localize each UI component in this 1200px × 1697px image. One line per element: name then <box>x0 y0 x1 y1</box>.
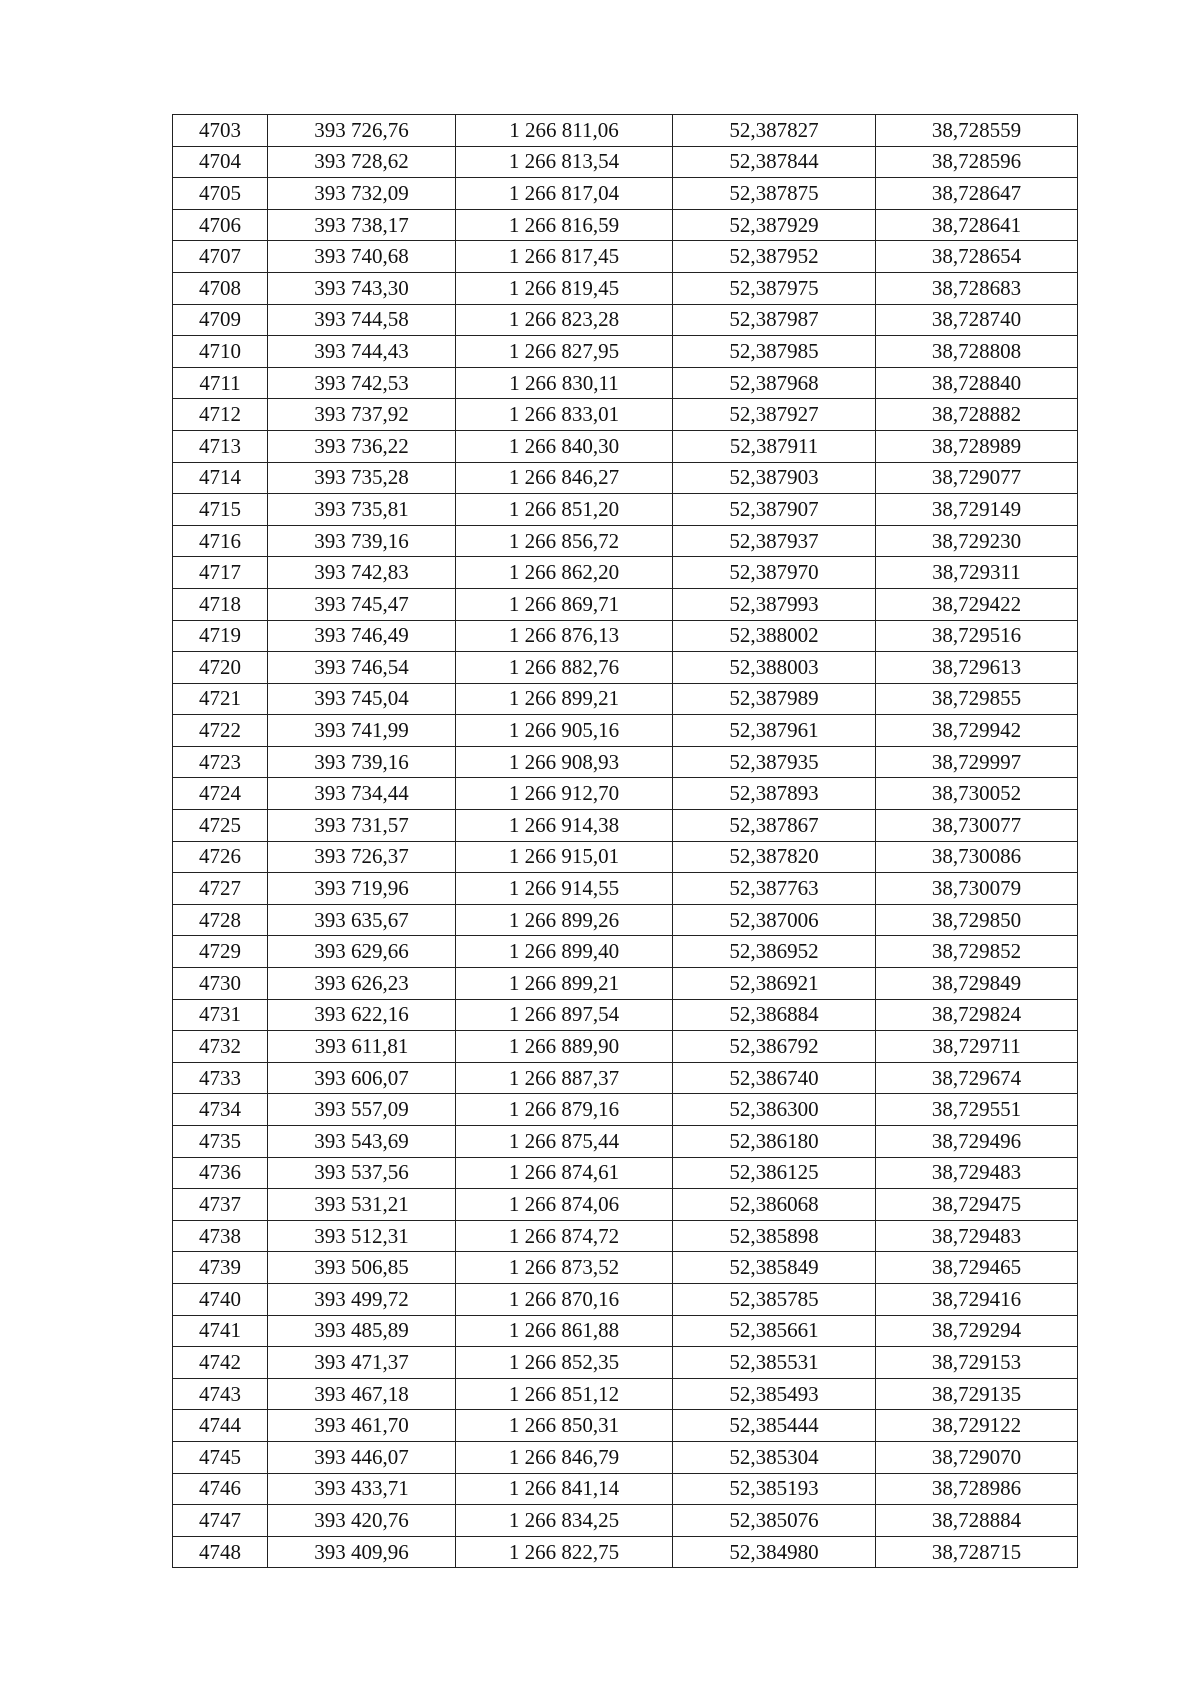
x-coordinate-cell: 393 737,92 <box>268 399 456 431</box>
x-coordinate-cell: 393 409,96 <box>268 1536 456 1568</box>
latitude-cell: 52,386125 <box>673 1157 876 1189</box>
point-number-cell: 4743 <box>173 1378 268 1410</box>
y-coordinate-cell: 1 266 852,35 <box>456 1347 673 1379</box>
x-coordinate-cell: 393 735,81 <box>268 494 456 526</box>
y-coordinate-cell: 1 266 899,26 <box>456 904 673 936</box>
longitude-cell: 38,729850 <box>876 904 1078 936</box>
longitude-cell: 38,728840 <box>876 367 1078 399</box>
longitude-cell: 38,728715 <box>876 1536 1078 1568</box>
y-coordinate-cell: 1 266 914,55 <box>456 873 673 905</box>
table-row <box>173 115 1078 147</box>
table-row <box>173 1473 1078 1505</box>
latitude-cell: 52,385898 <box>673 1220 876 1252</box>
point-number-cell: 4727 <box>173 873 268 905</box>
latitude-cell: 52,387844 <box>673 146 876 178</box>
latitude-cell: 52,386884 <box>673 999 876 1031</box>
y-coordinate-cell: 1 266 899,21 <box>456 683 673 715</box>
longitude-cell: 38,729674 <box>876 1062 1078 1094</box>
latitude-cell: 52,387867 <box>673 810 876 842</box>
x-coordinate-cell: 393 611,81 <box>268 1031 456 1063</box>
x-coordinate-cell: 393 467,18 <box>268 1378 456 1410</box>
x-coordinate-cell: 393 471,37 <box>268 1347 456 1379</box>
x-coordinate-cell: 393 557,09 <box>268 1094 456 1126</box>
table-row <box>173 367 1078 399</box>
table-row <box>173 462 1078 494</box>
latitude-cell: 52,387961 <box>673 715 876 747</box>
x-coordinate-cell: 393 735,28 <box>268 462 456 494</box>
y-coordinate-cell: 1 266 833,01 <box>456 399 673 431</box>
longitude-cell: 38,728986 <box>876 1473 1078 1505</box>
point-number-cell: 4740 <box>173 1283 268 1315</box>
longitude-cell: 38,729416 <box>876 1283 1078 1315</box>
x-coordinate-cell: 393 741,99 <box>268 715 456 747</box>
table-row <box>173 588 1078 620</box>
longitude-cell: 38,729294 <box>876 1315 1078 1347</box>
x-coordinate-cell: 393 744,58 <box>268 304 456 336</box>
x-coordinate-cell: 393 726,37 <box>268 841 456 873</box>
point-number-cell: 4714 <box>173 462 268 494</box>
point-number-cell: 4728 <box>173 904 268 936</box>
point-number-cell: 4713 <box>173 430 268 462</box>
y-coordinate-cell: 1 266 869,71 <box>456 588 673 620</box>
x-coordinate-cell: 393 433,71 <box>268 1473 456 1505</box>
point-number-cell: 4707 <box>173 241 268 273</box>
x-coordinate-cell: 393 732,09 <box>268 178 456 210</box>
latitude-cell: 52,385849 <box>673 1252 876 1284</box>
latitude-cell: 52,387968 <box>673 367 876 399</box>
point-number-cell: 4741 <box>173 1315 268 1347</box>
point-number-cell: 4712 <box>173 399 268 431</box>
y-coordinate-cell: 1 266 850,31 <box>456 1410 673 1442</box>
longitude-cell: 38,729824 <box>876 999 1078 1031</box>
longitude-cell: 38,730079 <box>876 873 1078 905</box>
x-coordinate-cell: 393 745,04 <box>268 683 456 715</box>
table-row <box>173 1189 1078 1221</box>
x-coordinate-cell: 393 622,16 <box>268 999 456 1031</box>
x-coordinate-cell: 393 485,89 <box>268 1315 456 1347</box>
y-coordinate-cell: 1 266 851,12 <box>456 1378 673 1410</box>
table-row <box>173 241 1078 273</box>
longitude-cell: 38,729849 <box>876 968 1078 1000</box>
point-number-cell: 4722 <box>173 715 268 747</box>
longitude-cell: 38,730052 <box>876 778 1078 810</box>
y-coordinate-cell: 1 266 817,45 <box>456 241 673 273</box>
table-row <box>173 1062 1078 1094</box>
longitude-cell: 38,729135 <box>876 1378 1078 1410</box>
latitude-cell: 52,385531 <box>673 1347 876 1379</box>
x-coordinate-cell: 393 728,62 <box>268 146 456 178</box>
y-coordinate-cell: 1 266 846,79 <box>456 1441 673 1473</box>
longitude-cell: 38,728882 <box>876 399 1078 431</box>
table-row <box>173 683 1078 715</box>
table-row <box>173 778 1078 810</box>
longitude-cell: 38,728989 <box>876 430 1078 462</box>
longitude-cell: 38,729149 <box>876 494 1078 526</box>
longitude-cell: 38,728654 <box>876 241 1078 273</box>
point-number-cell: 4709 <box>173 304 268 336</box>
y-coordinate-cell: 1 266 813,54 <box>456 146 673 178</box>
point-number-cell: 4704 <box>173 146 268 178</box>
x-coordinate-cell: 393 734,44 <box>268 778 456 810</box>
latitude-cell: 52,387975 <box>673 272 876 304</box>
x-coordinate-cell: 393 420,76 <box>268 1505 456 1537</box>
latitude-cell: 52,387927 <box>673 399 876 431</box>
y-coordinate-cell: 1 266 876,13 <box>456 620 673 652</box>
latitude-cell: 52,387893 <box>673 778 876 810</box>
y-coordinate-cell: 1 266 816,59 <box>456 209 673 241</box>
latitude-cell: 52,386068 <box>673 1189 876 1221</box>
point-number-cell: 4706 <box>173 209 268 241</box>
latitude-cell: 52,387970 <box>673 557 876 589</box>
latitude-cell: 52,386300 <box>673 1094 876 1126</box>
point-number-cell: 4711 <box>173 367 268 399</box>
point-number-cell: 4733 <box>173 1062 268 1094</box>
point-number-cell: 4745 <box>173 1441 268 1473</box>
y-coordinate-cell: 1 266 875,44 <box>456 1126 673 1158</box>
y-coordinate-cell: 1 266 908,93 <box>456 746 673 778</box>
table-row <box>173 399 1078 431</box>
point-number-cell: 4744 <box>173 1410 268 1442</box>
latitude-cell: 52,385193 <box>673 1473 876 1505</box>
longitude-cell: 38,729516 <box>876 620 1078 652</box>
y-coordinate-cell: 1 266 827,95 <box>456 336 673 368</box>
longitude-cell: 38,729153 <box>876 1347 1078 1379</box>
y-coordinate-cell: 1 266 882,76 <box>456 652 673 684</box>
x-coordinate-cell: 393 742,53 <box>268 367 456 399</box>
x-coordinate-cell: 393 531,21 <box>268 1189 456 1221</box>
coordinates-table-body <box>173 115 1078 1568</box>
y-coordinate-cell: 1 266 899,40 <box>456 936 673 968</box>
longitude-cell: 38,729070 <box>876 1441 1078 1473</box>
point-number-cell: 4717 <box>173 557 268 589</box>
latitude-cell: 52,387903 <box>673 462 876 494</box>
latitude-cell: 52,385076 <box>673 1505 876 1537</box>
y-coordinate-cell: 1 266 830,11 <box>456 367 673 399</box>
table-row <box>173 1378 1078 1410</box>
latitude-cell: 52,386792 <box>673 1031 876 1063</box>
longitude-cell: 38,729942 <box>876 715 1078 747</box>
latitude-cell: 52,387985 <box>673 336 876 368</box>
y-coordinate-cell: 1 266 889,90 <box>456 1031 673 1063</box>
point-number-cell: 4738 <box>173 1220 268 1252</box>
table-row <box>173 430 1078 462</box>
point-number-cell: 4723 <box>173 746 268 778</box>
longitude-cell: 38,729551 <box>876 1094 1078 1126</box>
longitude-cell: 38,728559 <box>876 115 1078 147</box>
table-row <box>173 1410 1078 1442</box>
point-number-cell: 4703 <box>173 115 268 147</box>
y-coordinate-cell: 1 266 861,88 <box>456 1315 673 1347</box>
latitude-cell: 52,387820 <box>673 841 876 873</box>
table-row <box>173 336 1078 368</box>
latitude-cell: 52,388002 <box>673 620 876 652</box>
latitude-cell: 52,388003 <box>673 652 876 684</box>
x-coordinate-cell: 393 731,57 <box>268 810 456 842</box>
y-coordinate-cell: 1 266 874,61 <box>456 1157 673 1189</box>
y-coordinate-cell: 1 266 822,75 <box>456 1536 673 1568</box>
point-number-cell: 4735 <box>173 1126 268 1158</box>
point-number-cell: 4719 <box>173 620 268 652</box>
x-coordinate-cell: 393 744,43 <box>268 336 456 368</box>
table-row <box>173 746 1078 778</box>
table-row <box>173 652 1078 684</box>
point-number-cell: 4734 <box>173 1094 268 1126</box>
y-coordinate-cell: 1 266 887,37 <box>456 1062 673 1094</box>
y-coordinate-cell: 1 266 819,45 <box>456 272 673 304</box>
point-number-cell: 4716 <box>173 525 268 557</box>
table-row <box>173 272 1078 304</box>
latitude-cell: 52,385304 <box>673 1441 876 1473</box>
longitude-cell: 38,728740 <box>876 304 1078 336</box>
latitude-cell: 52,387935 <box>673 746 876 778</box>
x-coordinate-cell: 393 738,17 <box>268 209 456 241</box>
table-row <box>173 1157 1078 1189</box>
x-coordinate-cell: 393 629,66 <box>268 936 456 968</box>
y-coordinate-cell: 1 266 912,70 <box>456 778 673 810</box>
longitude-cell: 38,729475 <box>876 1189 1078 1221</box>
x-coordinate-cell: 393 740,68 <box>268 241 456 273</box>
y-coordinate-cell: 1 266 874,06 <box>456 1189 673 1221</box>
table-row <box>173 620 1078 652</box>
latitude-cell: 52,387937 <box>673 525 876 557</box>
latitude-cell: 52,387911 <box>673 430 876 462</box>
longitude-cell: 38,729311 <box>876 557 1078 589</box>
latitude-cell: 52,384980 <box>673 1536 876 1568</box>
longitude-cell: 38,729422 <box>876 588 1078 620</box>
y-coordinate-cell: 1 266 915,01 <box>456 841 673 873</box>
table-row <box>173 1220 1078 1252</box>
longitude-cell: 38,730077 <box>876 810 1078 842</box>
table-row <box>173 209 1078 241</box>
y-coordinate-cell: 1 266 817,04 <box>456 178 673 210</box>
point-number-cell: 4746 <box>173 1473 268 1505</box>
y-coordinate-cell: 1 266 905,16 <box>456 715 673 747</box>
point-number-cell: 4708 <box>173 272 268 304</box>
latitude-cell: 52,385493 <box>673 1378 876 1410</box>
longitude-cell: 38,729483 <box>876 1220 1078 1252</box>
y-coordinate-cell: 1 266 897,54 <box>456 999 673 1031</box>
latitude-cell: 52,386952 <box>673 936 876 968</box>
x-coordinate-cell: 393 512,31 <box>268 1220 456 1252</box>
table-row <box>173 525 1078 557</box>
y-coordinate-cell: 1 266 914,38 <box>456 810 673 842</box>
y-coordinate-cell: 1 266 823,28 <box>456 304 673 336</box>
x-coordinate-cell: 393 746,54 <box>268 652 456 684</box>
y-coordinate-cell: 1 266 879,16 <box>456 1094 673 1126</box>
table-row <box>173 146 1078 178</box>
longitude-cell: 38,729122 <box>876 1410 1078 1442</box>
y-coordinate-cell: 1 266 841,14 <box>456 1473 673 1505</box>
table-row <box>173 304 1078 336</box>
latitude-cell: 52,387987 <box>673 304 876 336</box>
table-row <box>173 1536 1078 1568</box>
point-number-cell: 4705 <box>173 178 268 210</box>
latitude-cell: 52,387827 <box>673 115 876 147</box>
longitude-cell: 38,728647 <box>876 178 1078 210</box>
latitude-cell: 52,387952 <box>673 241 876 273</box>
longitude-cell: 38,728808 <box>876 336 1078 368</box>
x-coordinate-cell: 393 626,23 <box>268 968 456 1000</box>
table-row <box>173 936 1078 968</box>
point-number-cell: 4742 <box>173 1347 268 1379</box>
y-coordinate-cell: 1 266 840,30 <box>456 430 673 462</box>
coordinates-table <box>172 114 1078 1568</box>
latitude-cell: 52,387993 <box>673 588 876 620</box>
table-row <box>173 1252 1078 1284</box>
table-row <box>173 557 1078 589</box>
point-number-cell: 4721 <box>173 683 268 715</box>
latitude-cell: 52,385661 <box>673 1315 876 1347</box>
point-number-cell: 4725 <box>173 810 268 842</box>
latitude-cell: 52,386740 <box>673 1062 876 1094</box>
longitude-cell: 38,728884 <box>876 1505 1078 1537</box>
x-coordinate-cell: 393 746,49 <box>268 620 456 652</box>
latitude-cell: 52,387929 <box>673 209 876 241</box>
latitude-cell: 52,386180 <box>673 1126 876 1158</box>
table-row <box>173 1315 1078 1347</box>
x-coordinate-cell: 393 743,30 <box>268 272 456 304</box>
x-coordinate-cell: 393 446,07 <box>268 1441 456 1473</box>
y-coordinate-cell: 1 266 899,21 <box>456 968 673 1000</box>
latitude-cell: 52,385444 <box>673 1410 876 1442</box>
x-coordinate-cell: 393 543,69 <box>268 1126 456 1158</box>
longitude-cell: 38,729483 <box>876 1157 1078 1189</box>
point-number-cell: 4720 <box>173 652 268 684</box>
point-number-cell: 4731 <box>173 999 268 1031</box>
point-number-cell: 4724 <box>173 778 268 810</box>
table-row <box>173 715 1078 747</box>
table-row <box>173 1283 1078 1315</box>
x-coordinate-cell: 393 719,96 <box>268 873 456 905</box>
latitude-cell: 52,385785 <box>673 1283 876 1315</box>
longitude-cell: 38,729077 <box>876 462 1078 494</box>
y-coordinate-cell: 1 266 811,06 <box>456 115 673 147</box>
table-row <box>173 999 1078 1031</box>
longitude-cell: 38,730086 <box>876 841 1078 873</box>
x-coordinate-cell: 393 635,67 <box>268 904 456 936</box>
table-row <box>173 1126 1078 1158</box>
table-row <box>173 968 1078 1000</box>
table-row <box>173 904 1078 936</box>
x-coordinate-cell: 393 461,70 <box>268 1410 456 1442</box>
latitude-cell: 52,387907 <box>673 494 876 526</box>
longitude-cell: 38,729230 <box>876 525 1078 557</box>
x-coordinate-cell: 393 537,56 <box>268 1157 456 1189</box>
table-row <box>173 1031 1078 1063</box>
y-coordinate-cell: 1 266 851,20 <box>456 494 673 526</box>
x-coordinate-cell: 393 736,22 <box>268 430 456 462</box>
point-number-cell: 4730 <box>173 968 268 1000</box>
latitude-cell: 52,387763 <box>673 873 876 905</box>
latitude-cell: 52,387989 <box>673 683 876 715</box>
y-coordinate-cell: 1 266 862,20 <box>456 557 673 589</box>
table-row <box>173 178 1078 210</box>
point-number-cell: 4747 <box>173 1505 268 1537</box>
table-row <box>173 1347 1078 1379</box>
table-row <box>173 1505 1078 1537</box>
table-row <box>173 1441 1078 1473</box>
point-number-cell: 4739 <box>173 1252 268 1284</box>
longitude-cell: 38,729852 <box>876 936 1078 968</box>
point-number-cell: 4732 <box>173 1031 268 1063</box>
table-row <box>173 810 1078 842</box>
table-row <box>173 494 1078 526</box>
table-row <box>173 873 1078 905</box>
y-coordinate-cell: 1 266 874,72 <box>456 1220 673 1252</box>
point-number-cell: 4715 <box>173 494 268 526</box>
point-number-cell: 4729 <box>173 936 268 968</box>
longitude-cell: 38,729465 <box>876 1252 1078 1284</box>
x-coordinate-cell: 393 745,47 <box>268 588 456 620</box>
x-coordinate-cell: 393 742,83 <box>268 557 456 589</box>
longitude-cell: 38,729997 <box>876 746 1078 778</box>
longitude-cell: 38,729855 <box>876 683 1078 715</box>
x-coordinate-cell: 393 739,16 <box>268 525 456 557</box>
point-number-cell: 4710 <box>173 336 268 368</box>
y-coordinate-cell: 1 266 856,72 <box>456 525 673 557</box>
longitude-cell: 38,729613 <box>876 652 1078 684</box>
latitude-cell: 52,386921 <box>673 968 876 1000</box>
longitude-cell: 38,729711 <box>876 1031 1078 1063</box>
point-number-cell: 4748 <box>173 1536 268 1568</box>
x-coordinate-cell: 393 739,16 <box>268 746 456 778</box>
x-coordinate-cell: 393 499,72 <box>268 1283 456 1315</box>
longitude-cell: 38,728641 <box>876 209 1078 241</box>
point-number-cell: 4726 <box>173 841 268 873</box>
point-number-cell: 4736 <box>173 1157 268 1189</box>
y-coordinate-cell: 1 266 846,27 <box>456 462 673 494</box>
point-number-cell: 4737 <box>173 1189 268 1221</box>
x-coordinate-cell: 393 606,07 <box>268 1062 456 1094</box>
longitude-cell: 38,728683 <box>876 272 1078 304</box>
y-coordinate-cell: 1 266 873,52 <box>456 1252 673 1284</box>
longitude-cell: 38,729496 <box>876 1126 1078 1158</box>
longitude-cell: 38,728596 <box>876 146 1078 178</box>
y-coordinate-cell: 1 266 834,25 <box>456 1505 673 1537</box>
y-coordinate-cell: 1 266 870,16 <box>456 1283 673 1315</box>
latitude-cell: 52,387006 <box>673 904 876 936</box>
latitude-cell: 52,387875 <box>673 178 876 210</box>
table-row <box>173 1094 1078 1126</box>
x-coordinate-cell: 393 506,85 <box>268 1252 456 1284</box>
table-row <box>173 841 1078 873</box>
x-coordinate-cell: 393 726,76 <box>268 115 456 147</box>
point-number-cell: 4718 <box>173 588 268 620</box>
